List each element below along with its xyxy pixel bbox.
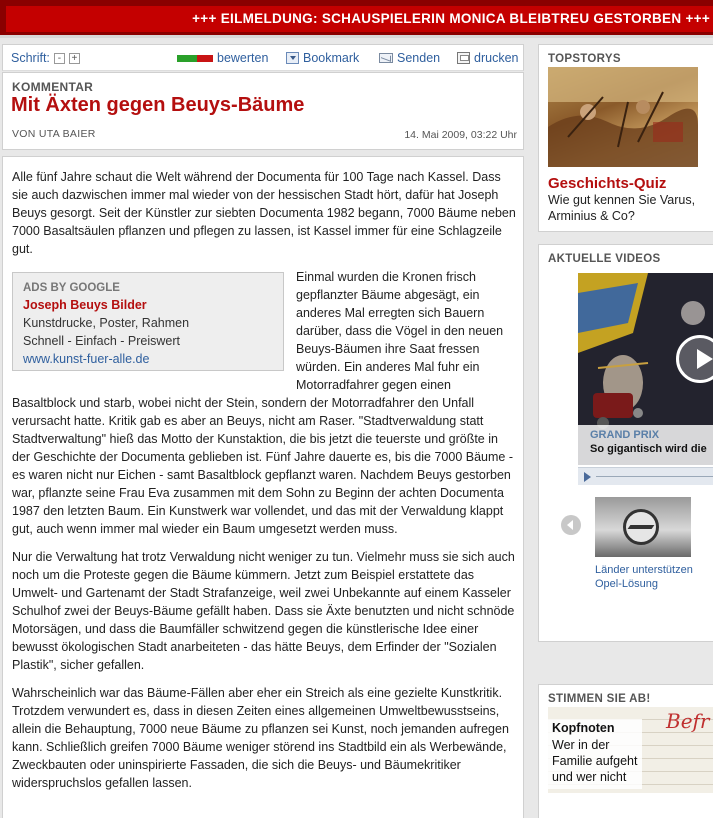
opel-logo-icon [623,509,659,545]
paragraph-3: Nur die Verwaltung hat trotz Verwaldung nicht weniger zu tun. Vielmehr muss sie sich auch noch um die Proteste gegen die Bäume kümmern. Jetzt zum Beispiel erstattete das Umwelt- und Gartenamt der Stadt Strafanzeige, weil zwei Unbekannte auf einem Kasseler Schulhof zwei der Beuys-Bäume gefällt haben. Dass sie Äxte benutzten und nicht schnöde Motorsägen, und dass die Baumfäller schwitzend gegen die künstlerische Idee einer bewusst ökologischen Stadt anarbeiteten - das hätte Beuys, dem Erfinder der "Sozialen Plastik", sicher gefallen. [12,550,515,672]
rating-bar-icon [177,55,213,62]
video-kicker: GRAND PRIX [590,429,660,441]
breaking-news-ticker[interactable]: +++ EILMELDUNG: SCHAUSPIELERIN MONICA BLEIBTREU GESTORBEN +++ [6,6,713,32]
ad-line-2: Schnell - Einfach - Preiswert [23,334,181,348]
bookmark-button[interactable] [286,51,359,65]
article-text [12,168,516,802]
battle-painting-image [548,67,698,167]
article-toolbar [2,44,524,71]
font-decrease-button[interactable]: - [54,53,65,64]
video-progress-slider[interactable] [578,467,713,485]
font-size-label: Schrift: [11,51,50,65]
topstorys-heading: TOPSTORYS [548,53,621,65]
ads-label: ADS BY GOOGLE [23,282,120,294]
article-header [2,72,524,150]
rate-label: bewerten [217,51,269,65]
bookmark-dropdown-icon [286,52,299,64]
breaking-news-bar [0,0,713,38]
article-body [2,156,524,818]
article-author: VON UTA BAIER [12,128,96,140]
ad-line-1: Kunstdrucke, Poster, Rahmen [23,316,190,330]
printer-icon [457,52,470,64]
report-card-image[interactable] [548,707,713,793]
quiz-thumbnail[interactable] [548,67,698,167]
print-label: drucken [474,51,519,65]
font-size-control [11,51,80,65]
videos-heading: AKTUELLE VIDEOS [548,253,661,265]
print-button[interactable] [457,51,518,65]
quiz-title-link[interactable]: Geschichts-Quiz [548,175,667,192]
paragraph-4: Wahrscheinlich war das Bäume-Fällen aber eher ein Streich als eine gezielte Kunstkritik. Trotzdem verwundert es, dass in diesen Zeiten eines allgemeinen Umweltbewusstseins, allein die Behauptung, 7000 neue Bäume zu pflanzen sei Kunst, noch jemanden aufregen kann. Schließlich greifen 7000 Bäume weniger störend ins Stadtbild ein als Werbewände, Zweckbauten oder uninspirierte Fassaden, die sich die Beuys- und Bäumekritiker widerspruchslos gefallen lassen. [12,686,509,790]
videos-box [538,244,713,642]
bookmark-label: Bookmark [303,51,360,65]
slider-knob-icon[interactable] [584,472,591,482]
report-card-script: Befr [666,709,710,733]
paragraph-2: Einmal wurden die Kronen frisch gepflanzter Bäume abgesägt, ein anderes Mal erregten sich Bauern darüber, dass die Vögel in den neuen Beuys-Bäumen ihre Saat fressen würden. Ein anderes Mal fuhr ein Motorradfahrer gegen einen Basaltblock und starb, wobei nicht der Stein, sondern der Motorradfahrer den Unfall verursacht hatte. Kritik gab es aber an Beuys, nicht am Raser. "Stadtverwaldung statt Stadtverwaltung" hieß das Motto der Kunstaktion, die bis jetzt die teuerste und größte in der Geschichte der Documenta geblieben ist. Fünf Jahre dauerte es, bis die 7000 Bäume - es waren nicht nur Eichen - samt Basaltblock gepflanzt waren. Nachdem Beuys gestorben war, pflanzte seine Frau Eva zusammen mit dem Sohn zu Beginn der achten Documenta 1987 den letzten Baum. Ein Kunstwerk war vollendet, und das mit der Verwaldung klappt gut, auch wenn immer mal wieder ein Baum umgesetzt werden muss. [12,270,513,536]
font-increase-button[interactable]: + [69,53,80,64]
google-ad-box[interactable] [12,272,284,371]
video-title-link[interactable]: So gigantisch wird die [590,443,707,455]
article-date: 14. Mai 2009, 03:22 Uhr [404,129,517,141]
quiz-teaser: Wie gut kennen Sie Varus, Arminius & Co? [548,193,696,223]
mail-icon [379,53,393,63]
opel-video-thumbnail[interactable] [595,497,691,557]
vote-box [538,684,713,818]
vote-teaser: Wer in der Familie aufgeht und wer nicht [552,738,638,784]
article-column [2,44,524,818]
article-title: Mit Äxten gegen Beuys-Bäume [11,94,305,116]
vote-title-link[interactable]: Kopfnoten [552,721,615,735]
video-player[interactable] [578,273,713,465]
send-label: Senden [397,51,441,65]
paragraph-1: Alle fünf Jahre schaut die Welt während der Documenta für 100 Tage nach Kassel. Dass sie auch dazwischen immer mal wieder von der hessischen Stadt hört, dafür hat Joseph Beuys gesorgt. Seit der Künstler zur siebten Documenta 1982 begann, 7000 Bäume neben 7000 Basaltsäulen pflanzen und pflegen zu lassen, ist Kassel immer für eine Schlagzeile gut. [12,170,516,256]
vote-heading: STIMMEN SIE AB! [548,693,651,705]
rate-button[interactable] [177,51,268,65]
ad-url-link[interactable]: www.kunst-fuer-alle.de [23,352,150,366]
previous-arrow-icon[interactable] [561,515,581,535]
slider-track [596,476,713,477]
article-kicker: KOMMENTAR [12,80,94,94]
ad-title-link[interactable]: Joseph Beuys Bilder [23,298,147,312]
topstorys-box [538,44,713,232]
opel-video-caption-link[interactable]: Länder unterstützen Opel-Lösung [595,564,693,590]
send-button[interactable] [379,51,440,65]
